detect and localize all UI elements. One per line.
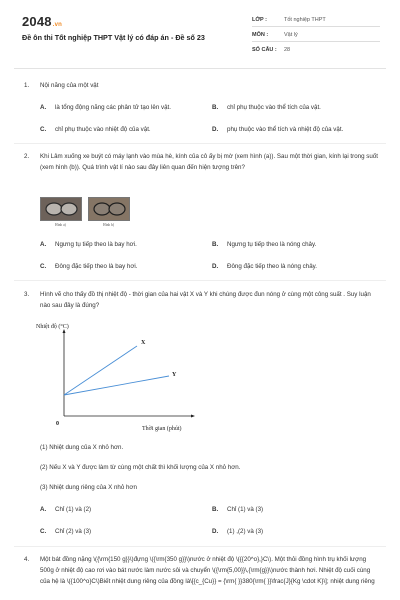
meta-label: MÔN : <box>252 32 269 38</box>
question-number: 1. <box>24 82 30 89</box>
image-caption: Hình b) <box>103 223 115 227</box>
question-text: Một bát đồng nặng \({\rm{150 g}}\)đựng \({\rm{350 g}}\)nước ở nhiệt độ \({{20^o},}C\). Một thỏi đồng hình trụ khối lượng 500g ở nhiệt độ cao rơi vào bát nước làm nước sôi và chuyển \({\rm{5,00}}\,{\rm{g}}\)nước thành hơi. Nhiệt độ cuối cùng của hệ là \({100^o}C\)Biết nhiệt dung riêng của đồng là\[{c_{Cu}} = {\rm{ }}380{\rm{ }}\frac{J}{Kg \cdot K}\]; nhiệt dung riêng <box>40 556 375 585</box>
option-text: Ngưng tụ tiếp theo là nóng chảy. <box>227 241 317 248</box>
question-number: 3. <box>24 291 30 298</box>
statement-text: (1) Nhiệt dung của X nhỏ hơn. <box>40 444 124 451</box>
page-header <box>0 0 400 62</box>
site-logo[interactable] <box>22 14 62 29</box>
divider <box>14 143 386 144</box>
meta-label: LỚP : <box>252 17 267 23</box>
glasses-clear-icon <box>89 198 129 220</box>
line-x <box>64 346 137 395</box>
question-text: Khi Lâm xuống xe buýt có máy lạnh vào mùa hè, kính của cô ấy bị mờ (xem hình (a)). Sau một thời gian, kính lại trong suốt (xem hình (b)). Quá trình vật lí nào sau đây liên quan đến hiện tượng trên? <box>40 153 378 171</box>
graph-svg <box>34 318 204 436</box>
option-label: A. <box>40 506 47 513</box>
divider <box>14 546 386 547</box>
x-axis-arrow <box>191 415 195 418</box>
option-text: Đông đặc tiếp theo là bay hơi. <box>55 263 138 270</box>
document-title: Đề ôn thi Tốt nghiệp THPT Vật lý có đáp án - Đề số 23 <box>22 33 205 42</box>
divider <box>252 26 380 27</box>
logo-suffix: .vn <box>52 22 63 28</box>
y-axis-label: Nhiệt độ (°C) <box>36 324 69 330</box>
origin-label: 0 <box>56 421 59 427</box>
image-caption: Hình a) <box>55 223 66 227</box>
option-text: Đông đặc tiếp theo là nóng chảy. <box>227 263 318 270</box>
divider <box>14 280 386 281</box>
option-label: B. <box>212 104 219 111</box>
temperature-time-graph <box>34 318 204 436</box>
question-number: 2. <box>24 153 30 160</box>
question-text: Hình vẽ cho thấy đồ thị nhiệt độ - thời gian của hai vật X và Y khi chúng được đun nóng ở cùng một công suất . Suy luận nào sau đây là đúng? <box>40 291 371 309</box>
option-label: A. <box>40 104 47 111</box>
option-label: B. <box>212 241 219 248</box>
option-label: B. <box>212 506 219 513</box>
option-label: D. <box>212 528 219 535</box>
option-label: A. <box>40 241 47 248</box>
option-text: chỉ phụ thuộc vào thể tích của vật. <box>227 104 321 111</box>
option-text: (1) ,(2) và (3) <box>227 528 264 535</box>
option-label: D. <box>212 263 219 270</box>
meta-label: SỐ CÂU : <box>252 47 277 53</box>
divider <box>252 41 380 42</box>
option-text: chỉ phụ thuộc vào nhiệt độ của vật. <box>55 126 151 133</box>
statement-text: (3) Nhiệt dung riêng của X nhỏ hơn <box>40 484 137 491</box>
x-axis-label: Thời gian (phút) <box>142 426 182 432</box>
meta-value: Vật lý <box>284 32 298 38</box>
foggy-glasses-image <box>40 197 82 221</box>
option-label: C. <box>40 528 47 535</box>
option-text: Chỉ (2) và (3) <box>55 528 92 535</box>
option-text: Ngưng tụ tiếp theo là bay hơi. <box>55 241 137 248</box>
meta-value: 28 <box>284 47 291 53</box>
question-text: Nội năng của một vật <box>40 82 99 89</box>
option-text: Chỉ (1) và (2) <box>55 506 92 513</box>
option-text: Chỉ (1) và (3) <box>227 506 264 513</box>
meta-value: Tốt nghiệp THPT <box>284 17 326 23</box>
statement-text: (2) Nếu X và Y được làm từ cùng một chất thì khối lượng của X nhỏ hơn. <box>40 464 241 471</box>
line-y <box>64 376 169 395</box>
glasses-fogged-icon <box>41 198 81 220</box>
clear-glasses-image <box>88 197 130 221</box>
logo-text: 2048 <box>22 14 52 29</box>
line-y-label: Y <box>172 372 177 378</box>
option-label: C. <box>40 263 47 270</box>
option-text: phụ thuộc vào thể tích và nhiệt độ của vật. <box>227 126 344 133</box>
question-number: 4. <box>24 556 30 563</box>
option-text: là tổng động năng các phân tử tạo lên vật. <box>55 104 171 111</box>
line-x-label: X <box>141 340 146 346</box>
header-divider <box>14 68 386 69</box>
option-label: D. <box>212 126 219 133</box>
option-label: C. <box>40 126 47 133</box>
